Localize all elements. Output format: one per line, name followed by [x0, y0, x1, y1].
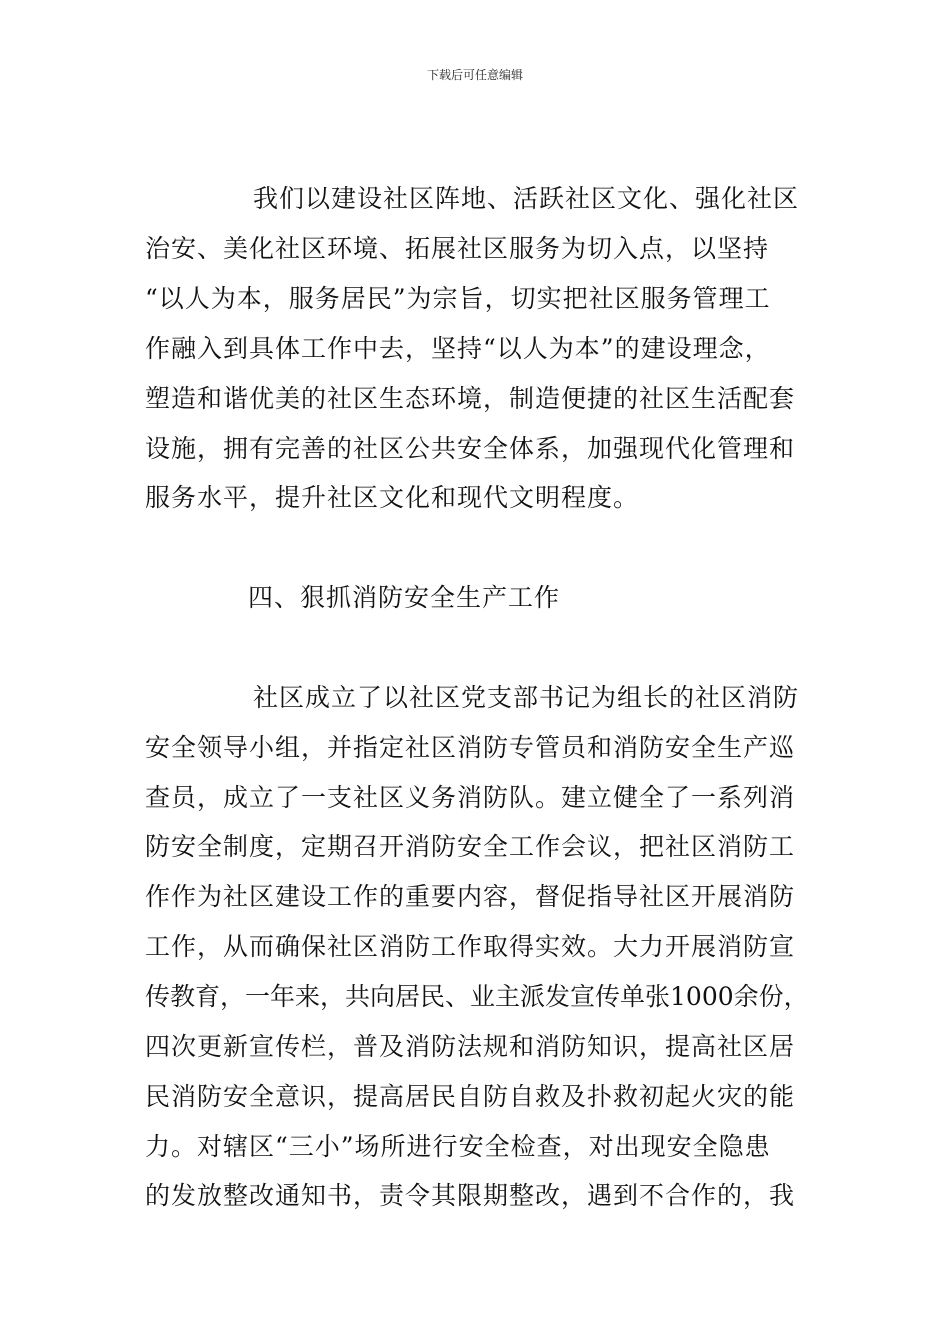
paragraph-2-line-1: 社区成立了以社区党支部书记为组长的社区消防 [253, 683, 800, 712]
paragraph-2-line-4: 防安全制度，定期召开消防安全工作会议，把社区消防工 [145, 832, 796, 861]
paragraph-1-line-7: 服务水平，提升社区文化和现代文明程度。 [145, 483, 640, 512]
paragraph-1-line-3: “以人为本，服务居民”为宗旨，切实把社区服务管理工 [145, 284, 771, 313]
paragraph-2-line-9: 民消防安全意识，提高居民自防自救及扑救初起火灾的能 [145, 1082, 796, 1111]
paragraph-1-line-6: 设施，拥有完善的社区公共安全体系，加强现代化管理和 [145, 434, 796, 463]
paragraph-1-line-5: 塑造和谐优美的社区生态环境，制造便捷的社区生活配套 [145, 384, 796, 413]
paragraph-2-line-2: 安全领导小组，并指定社区消防专管员和消防安全生产巡 [145, 733, 796, 762]
header-note: 下载后可任意编辑 [426, 68, 523, 82]
paragraph-1-line-2: 治安、美化社区环境、拓展社区服务为切入点，以坚持 [145, 234, 770, 263]
paragraph-2-line-7: 传教育，一年来，共向居民、业主派发宣传单张1000余份， [145, 982, 809, 1011]
section-heading: 四、狠抓消防安全生产工作 [248, 583, 561, 612]
paragraph-2-line-10: 力。对辖区“三小”场所进行安全检查，对出现安全隐患 [145, 1132, 771, 1161]
paragraph-2-line-11: 的发放整改通知书，责令其限期整改，遇到不合作的，我 [145, 1181, 796, 1210]
paragraph-1-line-1: 我们以建设社区阵地、活跃社区文化、强化社区 [253, 184, 800, 213]
paragraph-2-line-8: 四次更新宣传栏，普及消防法规和消防知识，提高社区居 [145, 1032, 796, 1061]
paragraph-1-line-4: 作融入到具体工作中去，坚持“以人为本”的建设理念， [145, 334, 771, 363]
paragraph-2-line-6: 工作，从而确保社区消防工作取得实效。大力开展消防宣 [145, 932, 796, 961]
paragraph-2-line-5: 作作为社区建设工作的重要内容，督促指导社区开展消防 [145, 882, 796, 911]
paragraph-2-line-3: 查员，成立了一支社区义务消防队。建立健全了一系列消 [145, 783, 796, 812]
